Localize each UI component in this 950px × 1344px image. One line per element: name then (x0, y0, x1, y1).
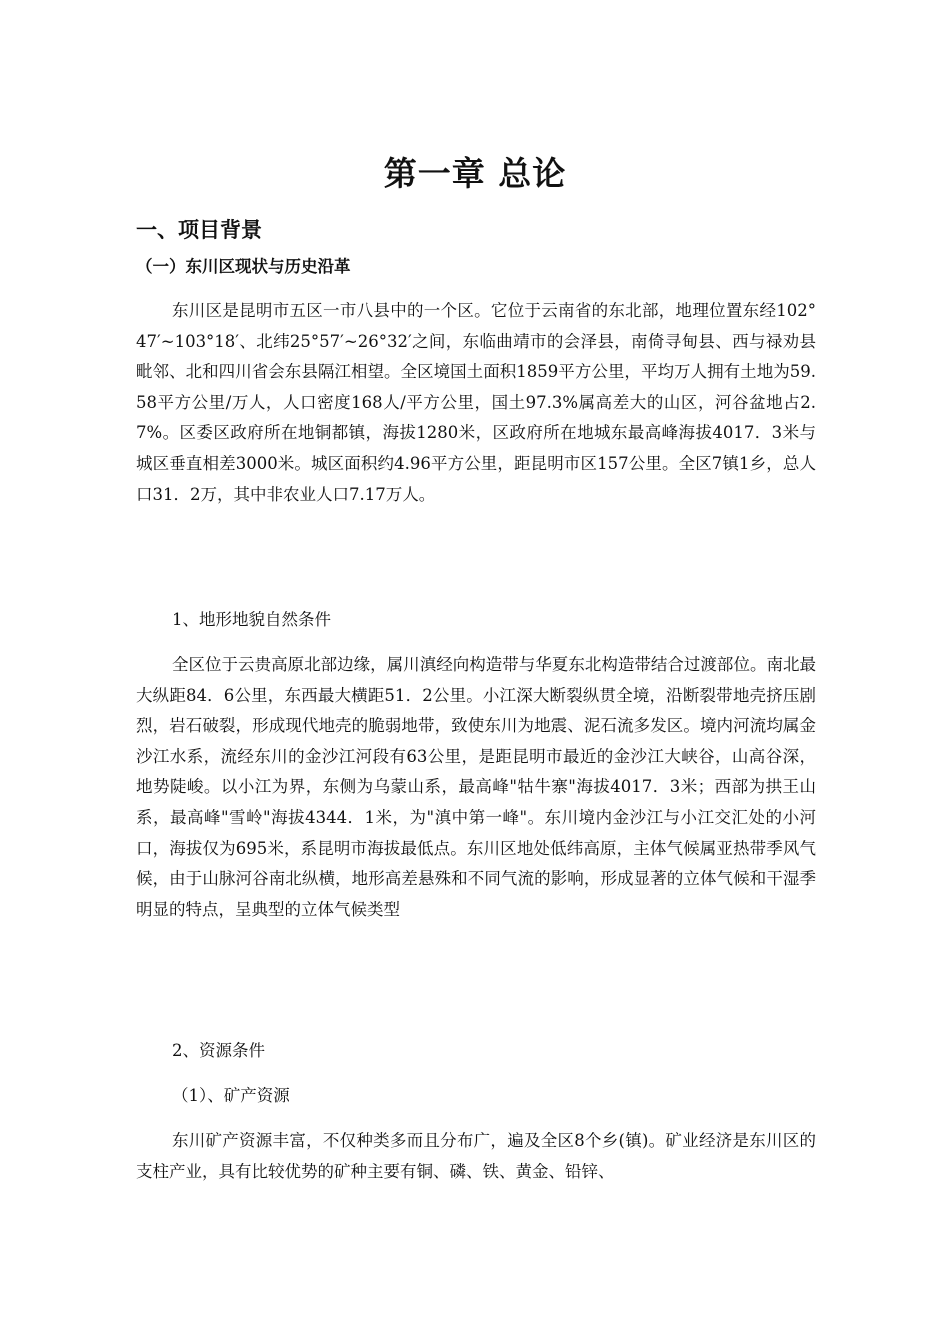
subsection-heading: （一）东川区现状与历史沿革 (136, 257, 351, 276)
subheading-terrain: 1、地形地貌自然条件 (172, 610, 331, 629)
paragraph-minerals: 东川矿产资源丰富，不仅种类多而且分布广，遍及全区8个乡(镇)。矿业经济是东川区的支柱产业，具有比较优势的矿种主要有铜、磷、铁、黄金、铅锌、 (136, 1131, 816, 1181)
section-heading: 一、项目背景 (136, 218, 262, 242)
subheading-minerals: （1）、矿产资源 (172, 1086, 290, 1105)
paragraph-terrain: 全区位于云贵高原北部边缘，属川滇经向构造带与华夏东北构造带结合过渡部位。南北最大纵距84．6公里，东西最大横距51．2公里。小江深大断裂纵贯全境，沿断裂带地壳挤压剧烈，岩石破裂，形成现代地壳的脆弱地带，致使东川为地震、泥石流多发区。境内河流均属金沙江水系，流经东川的金沙江河段有63公里，是距昆明市最近的金沙江大峡谷，山高谷深，地势陡峻。以小江为界，东侧为乌蒙山系，最高峰"牯牛寨"海拔4017．3米；西部为拱王山系，最高峰"雪岭"海拔4344．1米，为"滇中第一峰"。东川境内金沙江与小江交汇处的小河口，海拔仅为695米，系昆明市海拔最低点。东川区地处低纬高原，主体气候属亚热带季风气候，由于山脉河谷南北纵横，地形高差悬殊和不同气流的影响，形成显著的立体气候和干湿季明显的特点，呈典型的立体气候类型 (136, 655, 816, 919)
paragraph-overview: 东川区是昆明市五区一市八县中的一个区。它位于云南省的东北部，地理位置东经102°47′~103°18′、北纬25°57′~26°32′之间，东临曲靖市的会泽县，南倚寻甸县、西与禄劝县毗邻、北和四川省会东县隔江相望。全区境国土面积1859平方公里，平均万人拥有土地为59.58平方公里/万人，人口密度168人/平方公里，国土97.3%属高差大的山区，河谷盆地占2.7%。区委区政府所在地铜都镇，海拔1280米，区政府所在地城东最高峰海拔4017．3米与城区垂直相差3000米。城区面积约4.96平方公里，距昆明市区157公里。全区7镇1乡，总人口31．2万，其中非农业人口7.17万人。 (136, 301, 816, 504)
chapter-title: 第一章 总论 (383, 154, 567, 193)
subheading-resources: 2、资源条件 (172, 1041, 265, 1060)
